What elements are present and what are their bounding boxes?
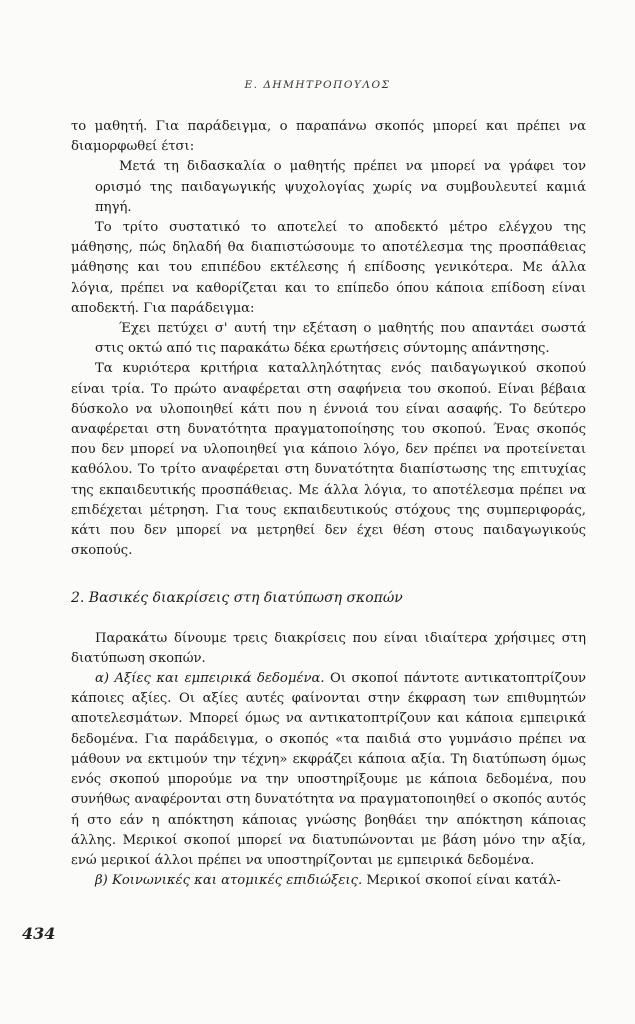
example-quote-2: Έχει πετύχει σ' αυτή την εξέταση ο μαθητής που απαντάει σωστά στις οκτώ από τις παρακάτω δέκα ερωτήσεις σύντομης απάντησης. — [95, 321, 586, 357]
paragraph-social-text: Μερικοί σκοποί είναι κατάλ- — [362, 873, 561, 889]
subsection-label-b: β) Κοινωνικές και ατομικές επιδιώξεις. — [95, 873, 363, 889]
paragraph-third-component: Το τρίτο συστατικό το αποτελεί το αποδεκτό μέτρο ελέγχου της μάθησης, πώς δηλαδή θα διαπιστώσουμε το αποτέλεσμα της προσπάθειας μάθησης και του επιπέδου εκτέλεσης ή επίδοσης γενικότερα. Με άλλα λόγια, πρέπει να καθορίζεται και το επίπεδο όπου κάποια επίδοση είναι αποδεκτή. Για παράδειγμα: — [71, 220, 586, 316]
paragraph-continuation: το μαθητή. Για παράδειγμα, ο παραπάνω σκοπός μπορεί και πρέπει να διαμορφωθεί έτσι: — [71, 119, 586, 155]
paragraph-values-text: Οι σκοποί πάντοτε αντικατοπτρίζουν κάποιες αξίες. Οι αξίες αυτές φαίνονται στην έκφραση των επιθυμητών αποτελεσμάτων. Μπορεί όμως να αντικατοπτρίζουν και κάποια εμπειρικά δεδομένα. Για παράδειγμα, ο σκοπός «τα παιδιά στο γυμνάσιο πρέπει να μάθουν να εκτιμούν την τέχνη» εκφράζει κάποια αξία. Τη διατύπωση όμως ενός σκοπού μπορούμε να την υποστηρίξουμε με κάποια δεδομένα, που συνήθως αναφέρονται στη δυνατότητα να πραγματοποιηθεί ο σκοπός αυτός ή στο εάν η απόκτηση κάποιας γνώσης βοηθάει την απόκτηση κάποιας άλλης. Μερικοί σκοποί μπορεί να διατυπώνονται με βάση μόνο την αξία, ενώ μερικοί άλλοι πρέπει να υποστηρίζονται με εμπειρικά δεδομένα. — [71, 671, 586, 868]
paragraph-values-empirical — [71, 669, 586, 871]
subsection-label-a: α) Αξίες και εμπειρικά δεδομένα. — [95, 671, 325, 687]
running-header: Ε. ΔΗΜΗΤΡΟΠΟΥΛΟΣ — [244, 79, 391, 91]
example-quote-1: Μετά τη διδασκαλία ο μαθητής πρέπει να μπορεί να γράφει τον ορισμό της παιδαγωγικής ψυχολογίας χωρίς να συμβουλευτεί καμιά πηγή. — [95, 159, 586, 215]
section-heading: 2. Βασικές διακρίσεις στη διατύπωση σκοπών — [71, 590, 403, 607]
body-text — [71, 117, 586, 891]
page-number: 434 — [22, 924, 56, 943]
paragraph-criteria: Τα κυριότερα κριτήρια καταλληλότητας ενός παιδαγωγικού σκοπού είναι τρία. Το πρώτο αναφέρεται στη σαφήνεια του σκοπού. Είναι βέβαια δύσκολο να υλοποιηθεί κάτι που η έννοιά του είναι ασαφής. Το δεύτερο αναφέρεται στη δυνατότητα πραγματοποίησης του σκοπού. Ένας σκοπός που δεν μπορεί να υλοποιηθεί για κάποιο λόγο, δεν πρέπει να προτείνεται καθόλου. Το τρίτο αναφέρεται στη δυνατότητα διαπίστωσης της επιτυχίας της εκπαιδευτικής προσπάθειας. Με άλλα λόγια, το αποτέλεσμα πρέπει να επιδέχεται μέτρηση. Για τους εκπαιδευτικούς στόχους της συμπεριφοράς, κάτι που δεν μπορεί να μετρηθεί δεν έχει θέση στους παιδαγωγικούς σκοπούς. — [71, 361, 586, 559]
paragraph-intro-distinctions: Παρακάτω δίνουμε τρεις διακρίσεις που είναι ιδιαίτερα χρήσιμες στη διατύπωση σκοπών. — [71, 630, 586, 666]
paragraph-social-individual — [71, 871, 586, 891]
